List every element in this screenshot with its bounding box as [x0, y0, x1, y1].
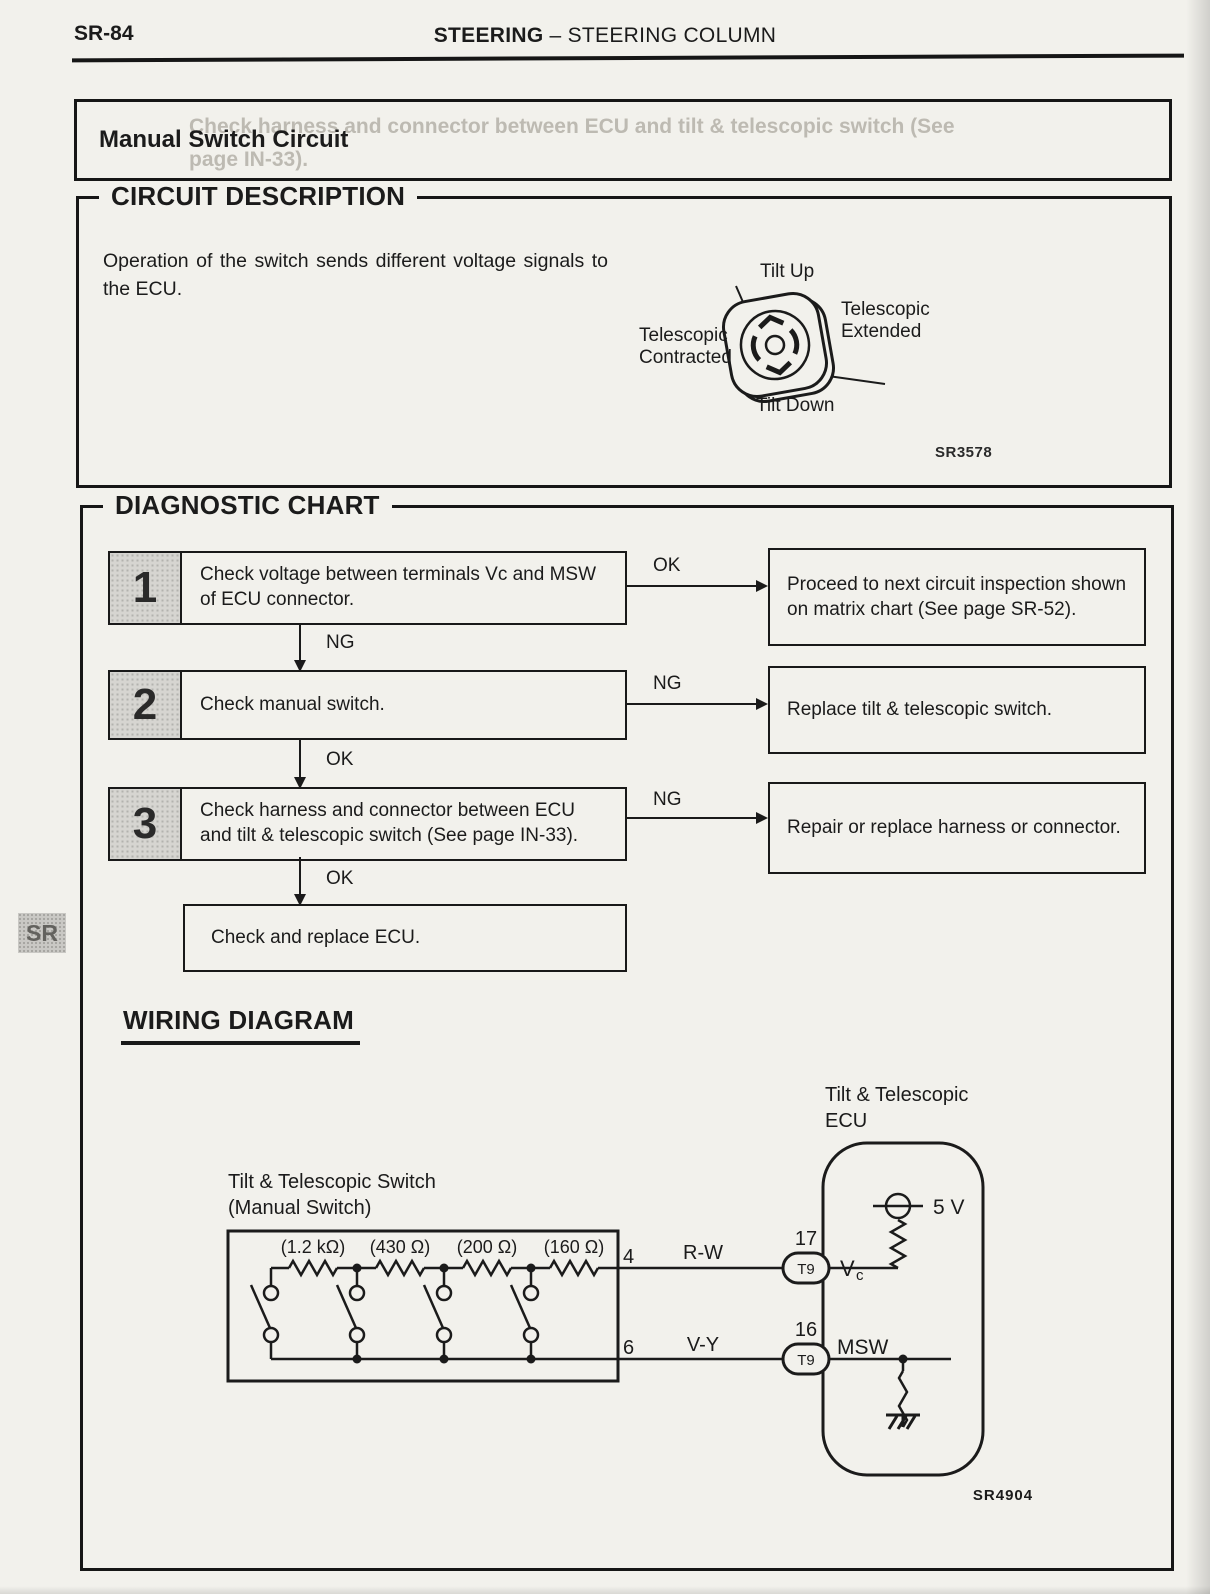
step-3-text: Check harness and connector between ECU and tilt & telescopic switch (See page IN-33).	[200, 800, 579, 846]
down-label-ng-1: NG	[326, 632, 355, 653]
switch-icon-4	[511, 1268, 538, 1359]
section-tab-sr: SR	[18, 913, 66, 953]
header-title-subsection: – STEERING COLUMN	[549, 24, 777, 47]
terminal-17-number: 17	[794, 1228, 818, 1250]
resistor-icon-3	[463, 1261, 511, 1275]
junction-dot	[440, 1355, 449, 1364]
terminal-vc-label-sub: c	[856, 1267, 864, 1284]
circuit-description-section	[76, 181, 1172, 488]
resistor-value-2: (430 Ω)	[369, 1237, 431, 1257]
header-title-section: STEERING	[433, 24, 544, 47]
resistor-icon-1	[289, 1261, 337, 1275]
step-3-number: 3	[110, 789, 182, 859]
step-2-text: Check manual switch.	[200, 693, 385, 715]
flow-arrow-right-2	[626, 703, 766, 705]
switch-icon-3	[424, 1268, 451, 1359]
branch-label-ng-2: NG	[653, 673, 682, 694]
step-1-text: Check voltage between terminals Vc and MSW of ECU connector.	[200, 564, 597, 610]
wire-color-vy: V-Y	[686, 1334, 720, 1356]
label-tilt-up: Tilt Up	[760, 261, 815, 282]
scan-shadow-bottom	[0, 1586, 1210, 1594]
junction-dot	[353, 1355, 362, 1364]
flow-arrow-right-1	[626, 585, 766, 587]
wire-color-rw: R-W	[683, 1242, 723, 1264]
result-3-box: Repair or replace harness or connector.	[768, 782, 1146, 874]
branch-label-ng-3: NG	[653, 789, 682, 810]
resistor-value-1: (1.2 kΩ)	[280, 1237, 346, 1257]
manual-switch-contacts	[251, 1268, 538, 1359]
bleedthrough-ghost-text: Check harness and connector between ECU and tilt & telescopic switch (See page IN-33).	[189, 115, 955, 171]
flow-arrow-right-3	[626, 817, 766, 819]
circuit-description-heading: CIRCUIT DESCRIPTION	[99, 181, 417, 212]
terminal-16-number: 16	[794, 1319, 818, 1341]
knob-body	[719, 289, 830, 400]
label-tilt-down: Tilt Down	[756, 395, 835, 416]
terminal-msw-label: MSW	[837, 1336, 889, 1359]
resistor-icon-2	[376, 1261, 424, 1275]
flow-arrow-down-1	[299, 623, 301, 670]
step-2-box	[108, 670, 627, 740]
figure-code: SR3578	[935, 444, 993, 461]
header-title	[0, 24, 1210, 48]
resistor-value-3: (200 Ω)	[456, 1237, 518, 1257]
branch-label-ok-1: OK	[653, 555, 681, 576]
switch-label-line2: (Manual Switch)	[228, 1197, 372, 1219]
scan-shadow-right	[1186, 0, 1210, 1594]
final-step-box	[183, 904, 627, 972]
switch-icon-2	[337, 1268, 364, 1359]
wiring-diagram-schematic	[103, 1063, 1103, 1533]
pin-4-label: 4	[623, 1246, 635, 1268]
pullup-resistor-icon	[891, 1220, 905, 1268]
final-step-text: Check and replace ECU.	[211, 926, 421, 948]
pin-6-label: 6	[623, 1337, 635, 1359]
step-1-box	[108, 551, 627, 625]
result-2-box: Replace tilt & telescopic switch.	[768, 666, 1146, 754]
ground-icon	[886, 1415, 920, 1429]
step-1-number: 1	[110, 553, 182, 623]
resistor-value-4: (160 Ω)	[543, 1237, 605, 1257]
label-telescopic-contracted: Telescopic Contracted	[639, 325, 732, 369]
resistor-icon-4	[550, 1261, 598, 1275]
down-label-ok-2: OK	[326, 749, 354, 770]
flow-arrow-down-3	[299, 857, 301, 904]
label-telescopic-extended: Telescopic Extended	[841, 299, 930, 343]
switch-label-line1: Tilt & Telescopic Switch	[228, 1171, 436, 1193]
header-rule	[72, 54, 1184, 63]
page-title: Manual Switch Circuit	[99, 126, 349, 153]
flow-arrow-down-2	[299, 738, 301, 787]
terminal-vc-label-main: V	[840, 1256, 855, 1281]
junction-dot	[527, 1355, 536, 1364]
ecu-label-line1: Tilt & Telescopic	[825, 1084, 969, 1106]
figure-code: SR4904	[972, 1487, 1034, 1504]
diagnostic-chart-heading: DIAGNOSTIC CHART	[103, 490, 392, 521]
down-label-ok-3: OK	[326, 868, 354, 889]
terminal-16-connector-code: T9	[797, 1352, 815, 1369]
terminal-17-connector-code: T9	[797, 1261, 815, 1278]
page-number: SR-84	[74, 22, 134, 45]
wiring-diagram-heading: WIRING DIAGRAM	[121, 1005, 360, 1045]
step-3-box	[108, 787, 627, 861]
step-2-number: 2	[110, 672, 182, 738]
supply-voltage-label: 5 V	[933, 1196, 965, 1219]
ecu-label-line2: ECU	[825, 1110, 868, 1132]
switch-icon-1	[251, 1268, 278, 1359]
diagnostic-chart-section	[80, 490, 1174, 1571]
result-1-box: Proceed to next circuit inspection shown on matrix chart (See page SR-52).	[768, 548, 1146, 646]
circuit-description-body: Operation of the switch sends different voltage signals to the ECU.	[103, 249, 608, 300]
chapter-title-box	[74, 99, 1172, 181]
